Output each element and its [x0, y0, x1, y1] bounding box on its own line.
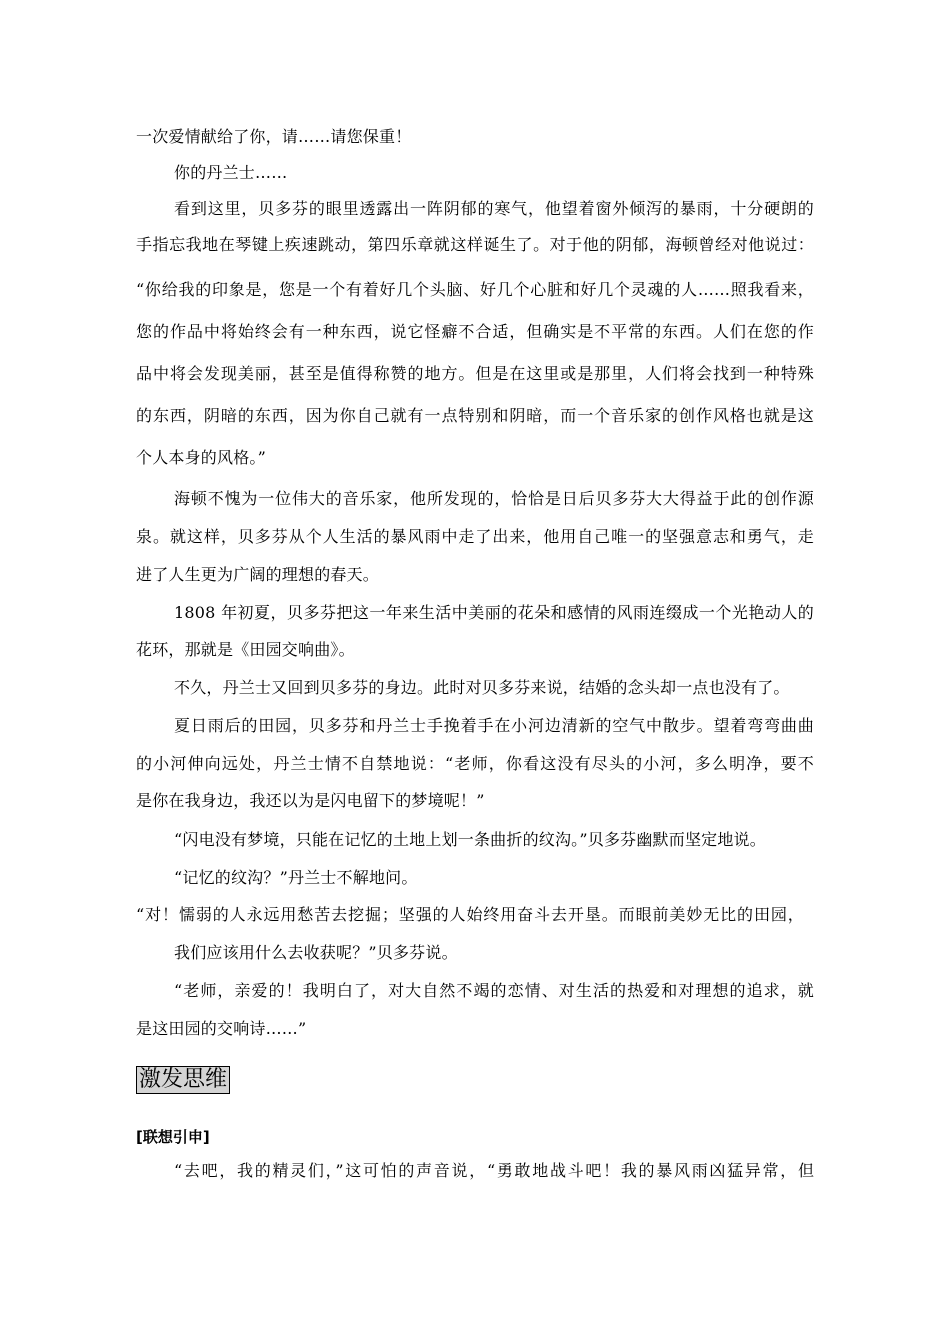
section-heading: 激发思维 — [136, 1066, 230, 1094]
text-line: 个人本身的风格。” — [136, 448, 266, 467]
text-line: 泉。就这样，贝多芬从个人生活的暴风雨中走了出来，他用自己唯一的坚强意志和勇气，走 — [136, 527, 814, 546]
text-line: “记忆的纹沟？”丹兰士不解地问。 — [174, 868, 418, 887]
text-line: “去吧，我的精灵们，”这可怕的声音说，“勇敢地战斗吧！我的暴风雨凶猛异常，但 — [174, 1161, 814, 1180]
text-line: 一次爱情献给了你，请……请您保重！ — [136, 127, 412, 146]
text-line: 海顿不愧为一位伟大的音乐家，他所发现的，恰恰是日后贝多芬大大得益于此的创作源 — [174, 489, 814, 508]
text-line: 进了人生更为广阔的理想的春天。 — [136, 565, 380, 584]
text-line: 品中将会发现美丽，甚至是值得称赞的地方。但是在这里或是那里，人们将会找到一种特殊 — [136, 364, 814, 383]
text-line: “闪电没有梦境，只能在记忆的土地上划一条曲折的纹沟。”贝多芬幽默而坚定地说。 — [174, 830, 766, 849]
text-line: 您的作品中将始终会有一种东西，说它怪癖不合适，但确实是不平常的东西。人们在您的作 — [136, 322, 814, 341]
text-line: 夏日雨后的田园，贝多芬和丹兰士手挽着手在小河边清新的空气中散步。望着弯弯曲曲 — [174, 716, 814, 735]
text-line: 的东西，阴暗的东西，因为你自己就有一点特别和阴暗，而一个音乐家的创作风格也就是这 — [136, 406, 814, 425]
text-line: 1808 年初夏，贝多芬把这一年来生活中美丽的花朵和感情的风雨连缀成一个光艳动人的 — [174, 603, 814, 622]
text-line: 你的丹兰士…… — [174, 163, 288, 182]
text-line: “你给我的印象是，您是一个有着好几个头脑、好几个心脏和好几个灵魂的人……照我看来， — [136, 280, 814, 299]
text-line: “老师，亲爱的！我明白了，对大自然不竭的恋情、对生活的热爱和对理想的追求，就 — [174, 981, 814, 1000]
text-line: 的小河伸向远处，丹兰士情不自禁地说：“老师，你看这没有尽头的小河，多么明净，要不 — [136, 754, 814, 773]
text-line: 手指忘我地在琴键上疾速跳动，第四乐章就这样诞生了。对于他的阴郁，海顿曾经对他说过： — [136, 235, 814, 254]
text-line: 是你在我身边，我还以为是闪电留下的梦境呢！” — [136, 791, 485, 810]
text-line: “对！懦弱的人永远用愁苦去挖掘；坚强的人始终用奋斗去开垦。而眼前美妙无比的田园， — [136, 905, 804, 924]
text-line: 是这田园的交响诗……” — [136, 1019, 307, 1038]
text-line: 不久，丹兰士又回到贝多芬的身边。此时对贝多芬来说，结婚的念头却一点也没有了。 — [174, 678, 790, 697]
text-line: 花环，那就是《田园交响曲》。 — [136, 640, 355, 659]
text-line: 我们应该用什么去收获呢？”贝多芬说。 — [174, 943, 458, 962]
sub-heading: [联想引申] — [136, 1128, 210, 1146]
text-line: 看到这里，贝多芬的眼里透露出一阵阴郁的寒气，他望着窗外倾泻的暴雨，十分硬朗的 — [174, 199, 814, 218]
